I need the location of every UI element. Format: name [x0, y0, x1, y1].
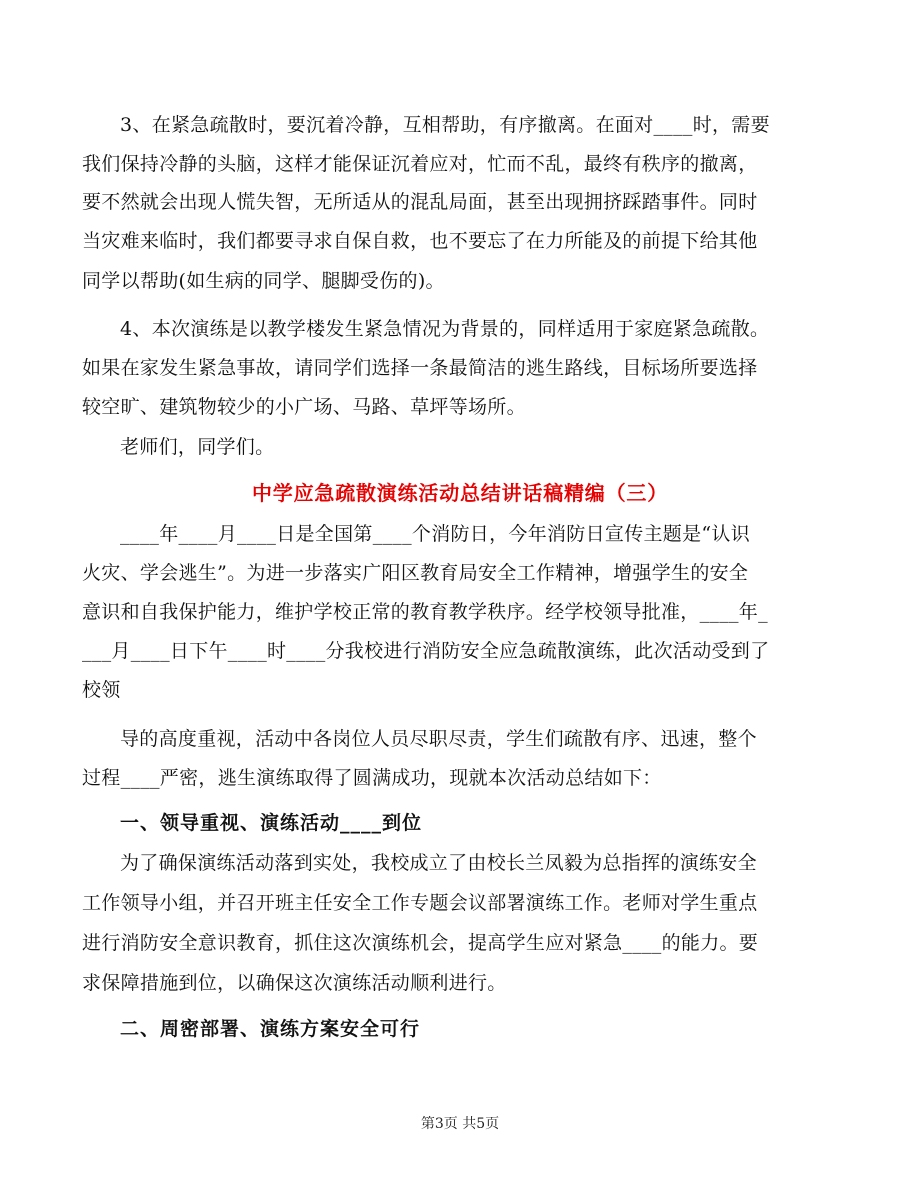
paragraph-4-line-2: 如果在家发生紧急事故，请同学们选择一条最简洁的逃生路线，目标场所要选择 — [82, 357, 758, 379]
heading-1-paragraph-line-2: 工作领导小组，并召开班主任安全工作专题会议部署演练工作。老师对学生重点 — [82, 892, 758, 914]
intro-line-5: 校领 — [82, 679, 121, 701]
heading-1-paragraph-line-3: 进行消防安全意识教育，抓住这次演练机会，提高学生应对紧急____的能力。要 — [82, 932, 759, 954]
continuation-line-1: 导的高度重视，活动中各岗位人员尽职尽责，学生们疏散有序、迅速，整个 — [120, 728, 757, 750]
intro-line-4: ___月____日下午____时____分我校进行消防安全应急疏散演练，此次活动受到了 — [82, 640, 770, 662]
heading-1: 一、领导重视、演练活动____到位 — [120, 812, 423, 834]
paragraph-3-line-3: 要不然就会出现人慌失智，无所适从的混乱局面，甚至出现拥挤踩踏事件。同时 — [82, 191, 758, 213]
intro-line-1: ____年____月____日是全国第____个消防日，今年消防日宣传主题是“认识 — [120, 523, 751, 545]
closing-line: 老师们，同学们。 — [120, 436, 275, 458]
paragraph-4-line-1: 4、本次演练是以教学楼发生紧急情况为背景的，同样适用于家庭紧急疏散。 — [120, 318, 770, 340]
heading-1-paragraph-line-4: 求保障措施到位，以确保这次演练活动顺利进行。 — [82, 972, 507, 994]
paragraph-3-line-1: 3、在紧急疏散时，要沉着冷静，互相帮助，有序撤离。在面对____时，需要 — [120, 114, 770, 136]
heading-1-paragraph-line-1: 为了确保演练活动落到实处，我校成立了由校长兰凤毅为总指挥的演练安全 — [120, 852, 757, 874]
paragraph-3-line-2: 我们保持冷静的头脑，这样才能保证沉着应对，忙而不乱，最终有秩序的撤离， — [82, 153, 758, 175]
paragraph-3-line-4: 当灾难来临时，我们都要寻求自保自救，也不要忘了在力所能及的前提下给其他 — [82, 230, 758, 252]
intro-line-3: 意识和自我保护能力，维护学校正常的教育教学秩序。经学校领导批准，____年_ — [82, 601, 768, 623]
page-footer: 第3页 共5页 — [420, 1116, 500, 1132]
intro-line-2: 火灾、学会逃生”。为进一步落实广阳区教育局安全工作精神，增强学生的安全 — [82, 562, 749, 584]
heading-2: 二、周密部署、演练方案安全可行 — [120, 1018, 421, 1040]
continuation-line-2: 过程____严密，逃生演练取得了圆满成功，现就本次活动总结如下： — [82, 767, 662, 789]
section-title: 中学应急疏散演练活动总结讲话稿精编（三） — [252, 481, 668, 505]
paragraph-3-line-5: 同学以帮助(如生病的同学、腿脚受伤的)。 — [82, 270, 445, 292]
paragraph-4-line-3: 较空旷、建筑物较少的小广场、马路、草坪等场所。 — [82, 396, 526, 418]
